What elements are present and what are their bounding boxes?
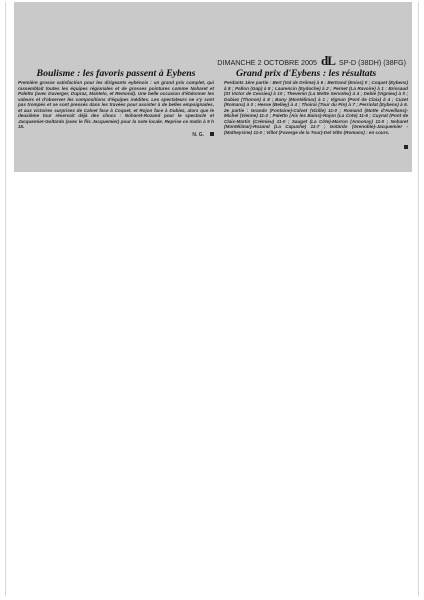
newspaper-logo: dL — [321, 53, 335, 68]
right-article — [224, 68, 408, 154]
left-article-body: Première grosse satisfaction pour les dirigeants eybénois : un grand prix complet, qui rassemblait toutes les équipes régionales et de grosses pointures comme Noharet et Paletto (avec Duverger, Dupraz, Mantelo, et Remond). Une belle occasion d'étalonner les valeurs et d'observer les compositions d'équipes inédites. Les spectateurs ne s'y sont pas trompés et se sont pressés dans les travées pour assister à de belles empoignades, et aux victoires surprises de Calvet face à Coquet, et Rojon face à Dubiez, alors que le deuxième tour réservait déjà des chocs : Noharet-Rozand pour le spectacle et Jacquemier-Goltardo (avec le fils Jacquemier) pour la note locale. Reprise ce matin à 9 h 15. — [18, 80, 214, 129]
right-article-end-row — [224, 136, 408, 154]
article-columns — [18, 68, 408, 154]
header-date: DIMANCHE 2 OCTOBRE 2005 — [217, 58, 317, 67]
left-article-title: Boulisme : les favoris passent à Eybens — [36, 68, 196, 79]
header-edition: SP-D (38DH) (38FG) — [338, 58, 406, 67]
left-article — [18, 68, 214, 154]
left-article-signature-row — [18, 132, 214, 138]
end-mark-icon — [210, 132, 214, 136]
end-mark-icon — [404, 145, 408, 149]
clipping-header — [217, 53, 406, 69]
right-article-title: Grand prix d'Eybens : les résultats — [236, 68, 377, 79]
left-article-signature: N. G. — [192, 131, 204, 138]
right-article-body: Perdants 1ère partie : Bert (Val de Drôme) à 6 ; Bertrand (Enios) 0 ; Coquet (Eybens) à 8 ; Pallon (Gap) à 8 ; Laurencin (Eydoche) à 2 ; Pernet (La Ravoire) à 1 : Brissaud (St Victor de Cessieu) à 10 ; Thevenin (La Motte Servolex) à 4 ; Debié (Vignieu) à 0 ; Dubiez (Thonon) à 8 ; Buny (Montélimar) à 1 ; Vignon (Pont de Claix) à 4 ; Cuzet (Romans) à 0 ; Hesse (Belley) à 4 ; Thoirai (Tour du Pin) à 7 ; Perriolat (Eybens) à 6. 2e partie : Grando (Fontaine)-Calvet (Vizille) 11-0 ; Romand (Motte d'Aveillans)-Michel (Vienne) 11-2 ; Paletto (Aix les Bains)-Rojon (La Cote) 11-6 ; Cuynat (Pont de Claix-Martin (Crémieu) 11-0 ; Sauget (La Côte)-Marron (Annonay) 11-0 ; Noharet (Montélimar)-Rozand (La Capuche) 11-7 ; Gotardo (Grenoble)-Jacquemier -(Matheysine) 11-0 ; Villot (Faverge de la Tour)-Del Vitto (Romans) : en cours. — [224, 80, 408, 135]
newspaper-clipping — [14, 2, 412, 172]
